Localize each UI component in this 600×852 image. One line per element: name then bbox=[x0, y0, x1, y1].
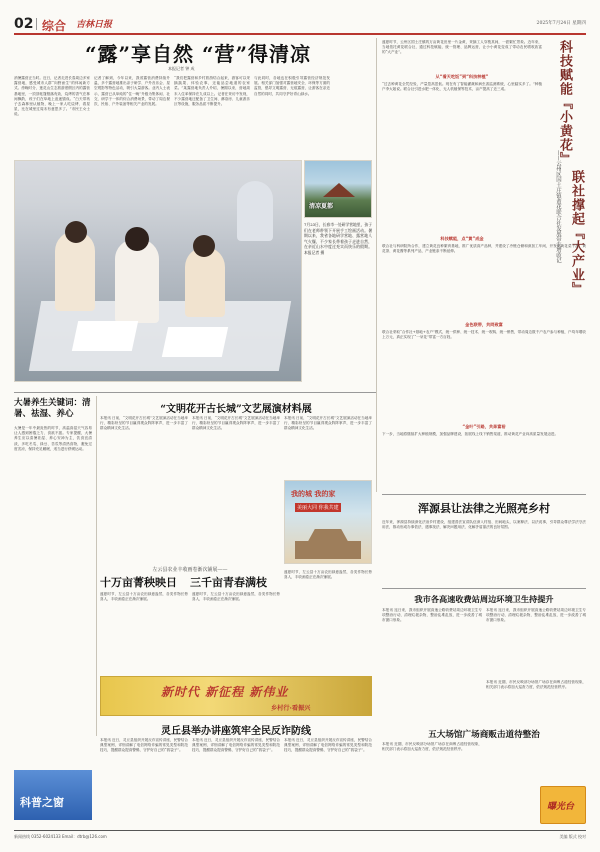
feature-subhead-4: “金叶”引路，共奔富裕 bbox=[462, 424, 506, 429]
issue-date: 2025年7月24日 星期四 bbox=[536, 21, 586, 26]
feature-section-3: 联合社采取“合作社+基地+农户”模式，统一供种、统一技术、统一收购、统一销售，带动周边数千户农户参与种植，户均年增收上万元，真正实现了“一朵花”带富一方百姓。 bbox=[382, 330, 586, 340]
feature-section-4: 下一步，当地将继续扩大种植规模，加强品牌建设，拓展线上线下销售渠道，推动黄花产业向高质量发展迈进。 bbox=[382, 432, 559, 436]
brief-rule bbox=[382, 588, 586, 589]
footer-rule bbox=[14, 830, 586, 831]
brief-2-body-a: 本报讯 近期，市民反映部分场馆广场存在商贩占道经营现象，相关部门表示将加大巡查力度，依法规范经营秩序。 bbox=[382, 742, 482, 752]
child-figure bbox=[185, 247, 225, 317]
masthead-logo: 吉林日报 bbox=[76, 20, 113, 30]
mid-column-rule bbox=[96, 396, 97, 736]
child-figure bbox=[55, 231, 95, 311]
feature-intro: 盛夏时节，云州区国土庄镇的万亩黄花田里一片金黄，采摘工人穿梭其间，一派繁忙景象。近年来，当地依托黄花联合社，通过科技赋能、统一管理、品牌运营，让小小黄花变成了带动农民增收致富的“大产业”。 bbox=[382, 40, 542, 55]
photo-label: 清凉夏都 bbox=[309, 203, 334, 210]
anti-fraud-body-1: 本报讯 近日，灵丘县组织开展反诈宣传讲座，民警结合典型案例，详细讲解了电信网络诈骗的常见类型和防范技巧，提醒群众提高警惕，守护好自己的“钱袋子”。 bbox=[100, 738, 188, 753]
exposure-badge-label: 曝光台 bbox=[547, 802, 575, 812]
health-body: 大暑是一年中最炎热的时节，高温高湿天气容易让人感到困倦乏力、食欲不振。专家提醒，大暑养生应以清暑祛湿、养心安神为主，饮食宜清淡，多吃冬瓜、绿豆、苦瓜等清热食物，避免过度贪凉，保持充足睡眠，适当进行舒缓运动。 bbox=[14, 426, 92, 451]
feature-title-a: 科技赋能『小黄花』 bbox=[557, 40, 572, 166]
anti-fraud-body-3: 本报讯 近日，灵丘县组织开展反诈宣传讲座，民警结合典型案例，详细讲解了电信网络诈骗的常见类型和防范技巧，提醒群众提高警惕，守护好自己的“钱袋子”。 bbox=[284, 738, 372, 753]
city-photo bbox=[284, 480, 372, 564]
pavilion-shape bbox=[323, 183, 355, 197]
forum-body-3: 本报讯 日前，“文明花开古长城”文艺展演活动在当地举行，精彩纷呈的节目赢得观众阵阵掌声，进一步丰富了群众精神文化生活。 bbox=[284, 416, 372, 431]
harvest-body-2: 盛夏时节，左云县十万亩农田绿意盎然，各类作物长势喜人，丰收画卷正在渐次铺展。 bbox=[192, 592, 280, 602]
drawing-paper bbox=[162, 327, 228, 357]
feature-subhead-2: 科技赋能，点“黄”成金 bbox=[440, 236, 484, 241]
drawing-paper bbox=[72, 321, 138, 351]
city-photo-subtitle: 美丽大同 你我共建 bbox=[297, 505, 339, 511]
science-corner-banner bbox=[14, 770, 92, 820]
lead-col-1: 消暑露营正当时。近日，记者走进长春周边多家露营地，感受城市人群“向野而生”的休闲新方式。傍晚时分，莲花山生态旅游度假区内的露营基地里，一顶顶帐篷错落有致，烧烤的香气在林间飘散，孩子们在草地上追逐嬉戏。“白天带孩子去森林里认植物，晚上一家人吃烧烤、看星星，比在城里过周末有意思多了。”市民王女士说。 bbox=[14, 76, 90, 117]
anti-fraud-body-2: 本报讯 近日，灵丘县组织开展反诈宣传讲座，民警结合典型案例，详细讲解了电信网络诈骗的常见类型和防范技巧，提醒群众提高警惕，守护好自己的“钱袋子”。 bbox=[192, 738, 280, 753]
mid-rule bbox=[14, 392, 376, 393]
child-figure bbox=[125, 227, 149, 251]
brief-2-headline: 五大场馆广场商贩击道待整治 bbox=[428, 730, 540, 740]
lead-photo-main bbox=[14, 160, 302, 382]
footer-contact: 新闻热线 0352-6024133 Email：dtrb@126.com bbox=[14, 834, 107, 839]
feature-subhead-3: 金色联带，共同致富 bbox=[465, 322, 503, 327]
lead-col-4: 与此同时，各地也在积极引导露营经济规范发展。相关部门加强对露营地安全、环保等方面的监管，倡导文明露营、无痕露营，让游客在亲近自然的同时，共同守护好青山绿水。 bbox=[254, 76, 330, 96]
lead-byline: 本报记者 钟 成 bbox=[168, 66, 195, 71]
child-figure bbox=[115, 239, 159, 323]
child-figure bbox=[193, 235, 215, 257]
forum-headline: “文明花开古长城”文艺展演材料展 bbox=[160, 404, 312, 415]
harvest-body-1: 盛夏时节，左云县十万亩农田绿意盎然，各类作物长势喜人，丰收画卷正在渐次铺展。 bbox=[100, 592, 188, 602]
new-era-banner-subtitle: 乡村行·看振兴 bbox=[271, 705, 311, 712]
lead-col-2: 记者了解到，今年以来，我省露营消费持续升温，多个露营地推出亲子研学、户外音乐会、星空观影等特色活动，吸引大量游客。业内人士表示，露营已从单纯的“住一晚”升级为集休闲、社交、研学于一体的综合消费场景，带动了周边餐饮、民宿、户外装备等相关产业的发展。 bbox=[94, 76, 170, 107]
section-rule bbox=[382, 494, 586, 495]
science-corner-label: 科普之窗 bbox=[20, 796, 64, 809]
health-headline: 大暑养生关键词：清暑、祛湿、养心 bbox=[14, 398, 91, 419]
photo-caption: 7月23日，长春市一处研学营地里，孩子们在老师带领下开展手工绘画活动。暑期以来，我省各地研学营地、露营地人气火爆，不少家长带着孩子走进自然，在亲近山水中度过充实而快乐的假期。本报记者 摄 bbox=[304, 222, 372, 255]
forum-body-1: 本报讯 日前，“文明花开古长城”文艺展演活动在当地举行，精彩纷呈的节目赢得观众阵阵掌声，进一步丰富了群众精神文化生活。 bbox=[100, 416, 188, 431]
section-title: 综合 bbox=[42, 19, 67, 33]
law-body: 近年来，浑源县持续深化法治乡村建设，组建普法宣讲队伍深入村组、田间地头，以案释法、以法说事，引导群众尊法学法守法用法，推动形成办事依法、遇事找法、解决问题用法、化解矛盾靠法的良好氛围。 bbox=[382, 520, 586, 530]
header-rule bbox=[14, 33, 586, 35]
child-figure bbox=[65, 221, 87, 243]
harvest-headline-2: 三千亩青春满枝 bbox=[190, 576, 267, 589]
header-divider bbox=[36, 18, 37, 30]
new-era-banner-title: 新时代 新征程 新伟业 bbox=[161, 685, 289, 699]
brief-1-headline: 我市各高速收费站周边环境卫生持提升 bbox=[414, 594, 554, 604]
feature-subhead-1: 从“看天吃饭”到“科技种植” bbox=[435, 74, 489, 79]
right-column-rule bbox=[376, 38, 377, 492]
law-headline: 浑源县让法律之光照亮乡村 bbox=[418, 502, 550, 515]
lead-headline: “露”享自然 “营”得清凉 bbox=[85, 42, 311, 66]
feature-section-2: 联合社与科研院所合作，建立黄花良种繁育基地，推广优质高产品种，并建设了冷链仓储和深加工车间，开发出黄花菜干品、黄花茶、黄花酱等系列产品，产业链条不断延伸。 bbox=[382, 244, 586, 254]
page-header bbox=[14, 6, 586, 36]
forum-body-2: 本报讯 日前，“文明花开古长城”文艺展演活动在当地举行，精彩纷呈的节目赢得观众阵阵掌声，进一步丰富了群众精神文化生活。 bbox=[192, 416, 280, 431]
anti-fraud-headline: 灵丘县举办讲座筑牢全民反诈防线 bbox=[161, 726, 311, 737]
brief-1-body-a: 本报讯 连日来，我市组织开展高速公路收费站周边环境卫生专项整治行动，清理垃圾杂物，整治乱堆乱放，进一步改善了城市窗口形象。 bbox=[382, 608, 482, 623]
brief-1-body-b: 本报讯 连日来，我市组织开展高速公路收费站周边环境卫生专项整治行动，清理垃圾杂物，整治乱堆乱放，进一步改善了城市窗口形象。 bbox=[486, 608, 586, 623]
footer-editors: 美编 版式 校对 bbox=[559, 834, 586, 839]
city-photo-title: 我的城 我的家 bbox=[291, 490, 336, 498]
page-number: 02 bbox=[14, 16, 34, 32]
feature-subtitle: ——云州区国土庄镇黄花联合社发展带农增收记 bbox=[555, 150, 561, 264]
feature-title-b: 联社撑起『大产业』 bbox=[569, 170, 584, 296]
lead-col-3: “我们把露营和乡村旅游结合起来，游客可以采摘蔬果、体验农事，还能品尝地道的农家菜。”某露营地负责人介绍，暑期以来，营地周末入住率保持在九成以上。记者在采访中发现，不少露营地还配备了卫生间、淋浴房、儿童游乐区等设施，服务品质不断提升。 bbox=[174, 76, 250, 107]
harvest-kicker: 左云县农业丰收画卷渐次铺展—— bbox=[152, 567, 228, 573]
lead-photo-small bbox=[304, 160, 372, 218]
new-era-banner bbox=[100, 676, 372, 716]
building-shape bbox=[295, 529, 361, 559]
table-shape bbox=[29, 301, 291, 371]
exposure-badge bbox=[540, 786, 586, 824]
harvest-headline-1: 十万亩菁秧映日 bbox=[100, 576, 177, 589]
harvest-body-3: 盛夏时节，左云县十万亩农田绿意盎然，各类作物长势喜人，丰收画卷正在渐次铺展。 bbox=[284, 570, 372, 580]
child-figure bbox=[237, 181, 273, 241]
feature-section-1: “过去种黄花全凭经验，产量忽高忽低。现在有了智能灌溉和病虫害监测系统，心里踏实多了。”种植户李大姐说。联合社引进水肥一体化、无人机植保等技术，亩产提高了近三成。 bbox=[382, 82, 542, 92]
brief-2-body-b: 本报讯 近期，市民反映部分场馆广场存在商贩占道经营现象，相关部门表示将加大巡查力度，依法规范经营秩序。 bbox=[486, 680, 586, 690]
